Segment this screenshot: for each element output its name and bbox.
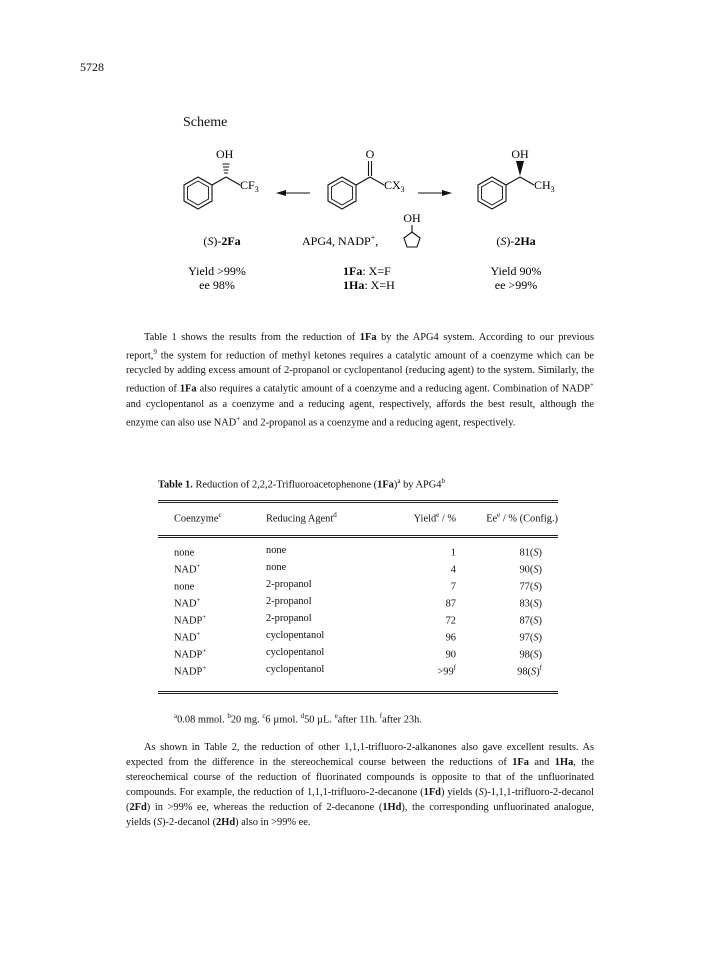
- cell-ee: 77(S): [519, 581, 542, 593]
- right-yield: Yield 90%: [490, 264, 542, 278]
- cell-coenzyme: NAD+: [174, 630, 201, 644]
- left-oh-label: OH: [216, 147, 234, 161]
- left-yield: Yield >99%: [188, 264, 246, 278]
- table-rule-bottom: [158, 691, 558, 692]
- reaction-conditions: APG4, NADP+,: [302, 233, 379, 248]
- cell-ee: 97(S): [519, 632, 542, 644]
- left-compound-name: (S)-2Fa: [203, 234, 241, 248]
- benzene-ring-right: [478, 177, 506, 209]
- table-rule-bottom-2: [158, 693, 558, 694]
- cell-reducing-agent: cyclopentanol: [266, 647, 325, 658]
- header-reducing-agent: Reducing Agent$^d$: [266, 511, 337, 525]
- benzene-ring-left: [184, 177, 212, 209]
- cell-coenzyme: NADP+: [174, 664, 207, 678]
- cell-coenzyme: NAD+: [174, 562, 201, 576]
- right-ee: ee >99%: [494, 278, 538, 292]
- paragraph-1: Table 1 shows the results from the reduction of 1Fa by the APG4 system. According to our previous report,$^9$ the system for reduction of methyl ketones requires a catalytic amount of a coenzyme which can be recycled by adding excess amount of 2-propanol or cyclopentanol (reducing agent) to the system. Similarly, the reduction of 1Fa also requires a catalytic amount of a coenzyme and a reducing agent. Combination of NADP+ and cyclopentanol as a coenzyme and a reducing agent, respectively, affords the best result, although the enzyme can also use NAD+ and 2-propanol as a coenzyme and a reducing agent, respectively.: [126, 332, 595, 429]
- right-group-label: $CH_3$: [534, 178, 555, 194]
- center-o-label: O: [365, 147, 375, 161]
- benzene-ring-center: [328, 177, 356, 209]
- right-compound-name: (S)-2Ha: [496, 234, 536, 248]
- cell-reducing-agent: 2-propanol: [266, 613, 312, 624]
- table-rule-top: [158, 500, 558, 501]
- hash-wedge-left: [223, 164, 230, 173]
- cell-yield: 96: [445, 632, 456, 644]
- cell-coenzyme: none: [174, 581, 195, 593]
- cell-reducing-agent: none: [266, 545, 287, 556]
- cyclopentane-ring: [404, 232, 420, 247]
- cyclopentanol-oh-label: OH: [403, 211, 421, 225]
- cell-coenzyme: NAD+: [174, 596, 201, 610]
- right-oh-label: OH: [511, 147, 529, 161]
- cell-yield: 1: [450, 547, 456, 559]
- cell-yield: $>99^f$: [437, 664, 456, 678]
- cell-reducing-agent: cyclopentanol: [266, 664, 325, 675]
- reaction-scheme: [150, 145, 580, 305]
- cell-reducing-agent: 2-propanol: [266, 596, 312, 607]
- cell-ee: 98(S): [519, 649, 542, 661]
- header-coenzyme: Coenzyme$^c$: [174, 511, 222, 525]
- cell-yield: 4: [450, 564, 456, 576]
- page-number: 5728: [80, 60, 104, 74]
- cell-coenzyme: NADP+: [174, 647, 207, 661]
- cell-ee: $98(S)^f$: [517, 664, 542, 678]
- scheme-heading: Scheme: [183, 115, 228, 130]
- cell-ee: 83(S): [519, 598, 542, 610]
- cell-ee: 81(S): [519, 547, 542, 559]
- solid-wedge-right: [516, 161, 524, 176]
- cell-yield: 90: [445, 649, 456, 661]
- left-ee: ee 98%: [199, 278, 235, 292]
- header-ee: Ee$^e$ / % (Config.): [486, 511, 558, 525]
- cell-reducing-agent: 2-propanol: [266, 579, 312, 590]
- table-rule-mid-2: [158, 537, 558, 538]
- arrowhead-right: [442, 190, 452, 196]
- cell-reducing-agent: cyclopentanol: [266, 630, 325, 641]
- table-caption: Table 1. Reduction of 2,2,2-Trifluoroacetophenone $(1Fa)^a$ by APG4$^b$: [158, 477, 445, 491]
- substrate-label-1fa: 1Fa: X=F: [343, 264, 391, 278]
- cell-ee: 90(S): [519, 564, 542, 576]
- table-rule-top-2: [158, 502, 558, 503]
- arrowhead-left: [276, 190, 286, 196]
- left-group-label: $CF_3$: [240, 178, 259, 194]
- cell-ee: 87(S): [519, 615, 542, 627]
- table-rule-mid: [158, 535, 558, 536]
- substrate-label-1ha: 1Ha: X=H: [343, 278, 395, 292]
- header-yield: Yield$^e$ / %: [413, 511, 456, 525]
- table-footnote: $^a$0.08 mmol. $^b$20 mg. $^c$6 µmol. $^d$50 µL. $^e$after 11h. $^f$after 23h.: [174, 712, 422, 726]
- cell-coenzyme: NADP+: [174, 613, 207, 627]
- cell-yield: 87: [445, 598, 456, 610]
- paragraph-2: As shown in Table 2, the reduction of other 1,1,1-trifluoro-2-alkanones also gave excellent results. As expected from the difference in the stereochemical course between the reductions of 1Fa and 1Ha, the stereochemical course of the reduction of fluorinated compounds is opposite to that of the unfluorinated compounds. For example, the reduction of 1,1,1-trifluoro-2-decanone (1Fd) yields (S)-1,1,1-trifluoro-2-decanol (2Fd) in >99% ee, whereas the reduction of 2-decanone (1Hd), the corresponding unfluorinated analogue, yields (S)-2-decanol (2Hd) also in >99% ee.: [126, 742, 595, 828]
- cell-yield: 7: [450, 581, 456, 593]
- cell-coenzyme: none: [174, 547, 195, 559]
- cell-reducing-agent: none: [266, 562, 287, 573]
- cell-yield: 72: [445, 615, 456, 627]
- center-group-label: $CX_3$: [384, 178, 405, 194]
